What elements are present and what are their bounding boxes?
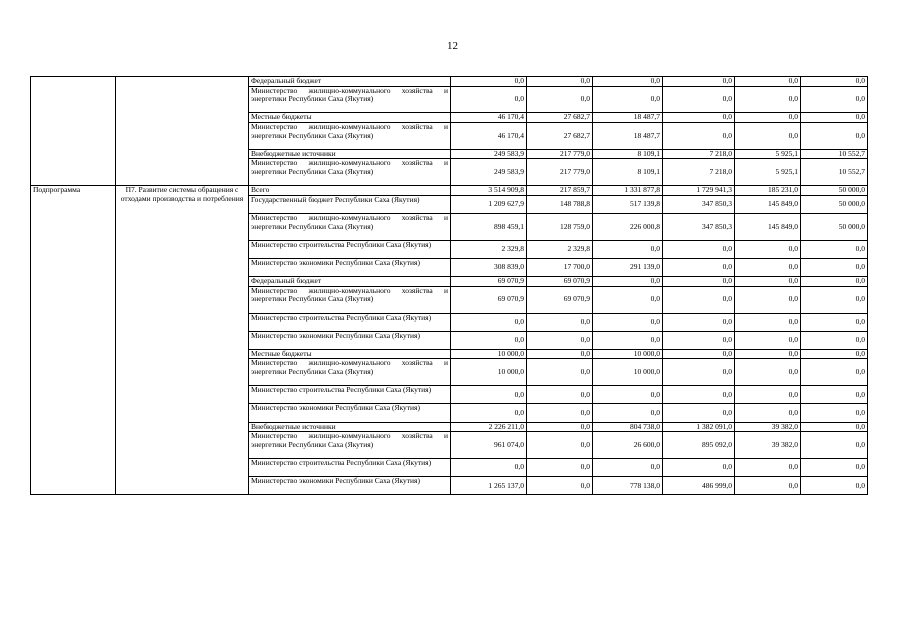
amount-cell: 0,0 — [663, 331, 735, 349]
program-type-cell — [31, 77, 116, 186]
amount-cell: 10 552,7 — [801, 149, 868, 159]
amount-cell: 0,0 — [735, 386, 801, 404]
amount-cell: 0,0 — [527, 422, 593, 432]
amount-cell: 0,0 — [735, 459, 801, 477]
amount-cell: 0,0 — [801, 313, 868, 331]
amount-cell: 7 218,0 — [663, 159, 735, 186]
amount-cell: 0,0 — [801, 286, 868, 313]
funding-source-label: Государственный бюджет Республики Саха (Якутия) — [249, 195, 451, 213]
amount-cell: 185 231,0 — [735, 186, 801, 196]
amount-cell: 895 092,0 — [663, 432, 735, 459]
amount-cell: 5 925,1 — [735, 159, 801, 186]
amount-cell: 0,0 — [663, 404, 735, 422]
amount-cell: 26 600,0 — [593, 432, 663, 459]
funding-source-label: Федеральный бюджет — [249, 77, 451, 87]
amount-cell: 0,0 — [801, 432, 868, 459]
amount-cell: 804 738,0 — [593, 422, 663, 432]
amount-cell: 0,0 — [735, 240, 801, 258]
amount-cell: 7 218,0 — [663, 149, 735, 159]
amount-cell: 3 514 909,8 — [451, 186, 527, 196]
amount-cell: 0,0 — [735, 349, 801, 359]
amount-cell: 8 109,1 — [593, 159, 663, 186]
funding-source-label: Министерство жилищно-коммунального хозяйства и энергетики Республики Саха (Якутия) — [249, 86, 451, 113]
amount-cell: 0,0 — [801, 359, 868, 386]
amount-cell: 0,0 — [663, 459, 735, 477]
funding-source-label: Министерство экономики Республики Саха (Якутия) — [249, 477, 451, 495]
amount-cell: 145 849,0 — [735, 195, 801, 213]
program-type-cell: Подпрограмма — [31, 186, 116, 495]
amount-cell: 0,0 — [593, 404, 663, 422]
amount-cell: 39 382,0 — [735, 432, 801, 459]
amount-cell: 898 459,1 — [451, 213, 527, 240]
amount-cell: 0,0 — [593, 313, 663, 331]
funding-source-label: Министерство строительства Республики Саха (Якутия) — [249, 313, 451, 331]
amount-cell: 2 329,8 — [451, 240, 527, 258]
amount-cell: 0,0 — [735, 404, 801, 422]
amount-cell: 2 226 211,0 — [451, 422, 527, 432]
amount-cell: 0,0 — [801, 77, 868, 87]
funding-source-label: Министерство жилищно-коммунального хозяйства и энергетики Республики Саха (Якутия) — [249, 159, 451, 186]
amount-cell: 1 265 137,0 — [451, 477, 527, 495]
amount-cell: 0,0 — [663, 286, 735, 313]
budget-table-body — [31, 77, 868, 495]
amount-cell: 0,0 — [593, 277, 663, 287]
amount-cell: 0,0 — [527, 349, 593, 359]
amount-cell: 27 682,7 — [527, 122, 593, 149]
table-row — [31, 77, 868, 87]
funding-source-label: Министерство жилищно-коммунального хозяйства и энергетики Республики Саха (Якутия) — [249, 432, 451, 459]
amount-cell: 0,0 — [527, 432, 593, 459]
amount-cell: 1 209 627,9 — [451, 195, 527, 213]
amount-cell: 46 170,4 — [451, 113, 527, 123]
amount-cell: 0,0 — [593, 386, 663, 404]
amount-cell: 0,0 — [663, 258, 735, 276]
amount-cell: 0,0 — [663, 359, 735, 386]
amount-cell: 0,0 — [451, 86, 527, 113]
amount-cell: 249 583,9 — [451, 159, 527, 186]
funding-source-label: Министерство жилищно-коммунального хозяйства и энергетики Республики Саха (Якутия) — [249, 122, 451, 149]
amount-cell: 2 329,8 — [527, 240, 593, 258]
amount-cell: 0,0 — [663, 277, 735, 287]
funding-source-label: Министерство жилищно-коммунального хозяйства и энергетики Республики Саха (Якутия) — [249, 359, 451, 386]
amount-cell: 0,0 — [735, 277, 801, 287]
amount-cell: 0,0 — [451, 77, 527, 87]
amount-cell: 0,0 — [801, 277, 868, 287]
amount-cell: 0,0 — [593, 331, 663, 349]
amount-cell: 217 779,0 — [527, 159, 593, 186]
funding-source-label: Министерство жилищно-коммунального хозяйства и энергетики Республики Саха (Якутия) — [249, 286, 451, 313]
amount-cell: 8 109,1 — [593, 149, 663, 159]
amount-cell: 0,0 — [735, 258, 801, 276]
amount-cell: 0,0 — [663, 122, 735, 149]
amount-cell: 0,0 — [735, 86, 801, 113]
funding-source-label: Министерство жилищно-коммунального хозяйства и энергетики Республики Саха (Якутия) — [249, 213, 451, 240]
amount-cell: 1 382 091,0 — [663, 422, 735, 432]
amount-cell: 0,0 — [801, 349, 868, 359]
amount-cell: 0,0 — [527, 386, 593, 404]
page-number: 12 — [447, 40, 458, 52]
amount-cell: 0,0 — [527, 459, 593, 477]
funding-source-label: Министерство строительства Республики Саха (Якутия) — [249, 459, 451, 477]
amount-cell: 0,0 — [527, 404, 593, 422]
amount-cell: 0,0 — [593, 459, 663, 477]
amount-cell: 486 999,0 — [663, 477, 735, 495]
funding-source-label: Министерство экономики Республики Саха (Якутия) — [249, 331, 451, 349]
amount-cell: 0,0 — [527, 313, 593, 331]
amount-cell: 18 487,7 — [593, 113, 663, 123]
amount-cell: 0,0 — [663, 240, 735, 258]
funding-source-label: Министерство строительства Республики Саха (Якутия) — [249, 386, 451, 404]
amount-cell: 217 859,7 — [527, 186, 593, 196]
amount-cell: 0,0 — [451, 459, 527, 477]
amount-cell: 0,0 — [527, 477, 593, 495]
amount-cell: 0,0 — [593, 77, 663, 87]
amount-cell: 17 700,0 — [527, 258, 593, 276]
funding-source-label: Внебюджетные источники — [249, 149, 451, 159]
amount-cell: 0,0 — [663, 77, 735, 87]
amount-cell: 0,0 — [801, 258, 868, 276]
program-name-cell — [116, 77, 249, 186]
amount-cell: 0,0 — [735, 359, 801, 386]
amount-cell: 27 682,7 — [527, 113, 593, 123]
amount-cell: 10 000,0 — [593, 349, 663, 359]
amount-cell: 778 138,0 — [593, 477, 663, 495]
amount-cell: 0,0 — [801, 386, 868, 404]
amount-cell: 0,0 — [593, 286, 663, 313]
funding-source-label: Министерство строительства Республики Саха (Якутия) — [249, 240, 451, 258]
amount-cell: 39 382,0 — [735, 422, 801, 432]
amount-cell: 0,0 — [735, 477, 801, 495]
amount-cell: 10 000,0 — [451, 349, 527, 359]
amount-cell: 0,0 — [527, 86, 593, 113]
amount-cell: 0,0 — [527, 77, 593, 87]
program-name-cell: П7. Развитие системы обращения с отходами производства и потребления — [116, 186, 249, 495]
funding-source-label: Местные бюджеты — [249, 113, 451, 123]
amount-cell: 291 139,0 — [593, 258, 663, 276]
amount-cell: 0,0 — [663, 113, 735, 123]
amount-cell: 0,0 — [801, 86, 868, 113]
amount-cell: 1 729 941,3 — [663, 186, 735, 196]
amount-cell: 18 487,7 — [593, 122, 663, 149]
amount-cell: 50 000,0 — [801, 195, 868, 213]
amount-cell: 69 070,9 — [527, 277, 593, 287]
amount-cell: 0,0 — [801, 404, 868, 422]
funding-source-label: Министерство экономики Республики Саха (Якутия) — [249, 258, 451, 276]
amount-cell: 0,0 — [663, 313, 735, 331]
amount-cell: 226 000,8 — [593, 213, 663, 240]
amount-cell: 69 070,9 — [451, 277, 527, 287]
amount-cell: 0,0 — [801, 477, 868, 495]
funding-source-label: Министерство экономики Республики Саха (Якутия) — [249, 404, 451, 422]
amount-cell: 0,0 — [451, 386, 527, 404]
amount-cell: 0,0 — [527, 359, 593, 386]
funding-source-label: Внебюджетные источники — [249, 422, 451, 432]
amount-cell: 5 925,1 — [735, 149, 801, 159]
amount-cell: 69 070,9 — [527, 286, 593, 313]
amount-cell: 0,0 — [593, 240, 663, 258]
amount-cell: 0,0 — [801, 459, 868, 477]
amount-cell: 128 759,0 — [527, 213, 593, 240]
amount-cell: 10 552,7 — [801, 159, 868, 186]
amount-cell: 50 000,0 — [801, 213, 868, 240]
amount-cell: 249 583,9 — [451, 149, 527, 159]
amount-cell: 69 070,9 — [451, 286, 527, 313]
amount-cell: 0,0 — [735, 113, 801, 123]
amount-cell: 148 788,8 — [527, 195, 593, 213]
amount-cell: 347 850,3 — [663, 195, 735, 213]
table-row — [31, 186, 868, 196]
amount-cell: 217 779,0 — [527, 149, 593, 159]
amount-cell: 0,0 — [735, 331, 801, 349]
amount-cell: 1 331 877,8 — [593, 186, 663, 196]
amount-cell: 0,0 — [663, 86, 735, 113]
amount-cell: 0,0 — [451, 404, 527, 422]
amount-cell: 0,0 — [801, 240, 868, 258]
amount-cell: 347 850,3 — [663, 213, 735, 240]
amount-cell: 0,0 — [527, 331, 593, 349]
amount-cell: 50 000,0 — [801, 186, 868, 196]
amount-cell: 0,0 — [801, 331, 868, 349]
amount-cell: 0,0 — [801, 122, 868, 149]
budget-table — [30, 76, 868, 495]
amount-cell: 308 839,0 — [451, 258, 527, 276]
amount-cell: 0,0 — [451, 313, 527, 331]
amount-cell: 0,0 — [735, 122, 801, 149]
amount-cell: 0,0 — [801, 113, 868, 123]
amount-cell: 46 170,4 — [451, 122, 527, 149]
amount-cell: 10 000,0 — [593, 359, 663, 386]
amount-cell: 0,0 — [801, 422, 868, 432]
amount-cell: 0,0 — [735, 313, 801, 331]
amount-cell: 0,0 — [663, 386, 735, 404]
funding-source-label: Всего — [249, 186, 451, 196]
amount-cell: 517 139,8 — [593, 195, 663, 213]
amount-cell: 145 849,0 — [735, 213, 801, 240]
amount-cell: 961 074,0 — [451, 432, 527, 459]
amount-cell: 0,0 — [663, 349, 735, 359]
funding-source-label: Федеральный бюджет — [249, 277, 451, 287]
amount-cell: 0,0 — [451, 331, 527, 349]
amount-cell: 0,0 — [735, 77, 801, 87]
amount-cell: 0,0 — [735, 286, 801, 313]
amount-cell: 0,0 — [593, 86, 663, 113]
amount-cell: 10 000,0 — [451, 359, 527, 386]
funding-source-label: Местные бюджеты — [249, 349, 451, 359]
